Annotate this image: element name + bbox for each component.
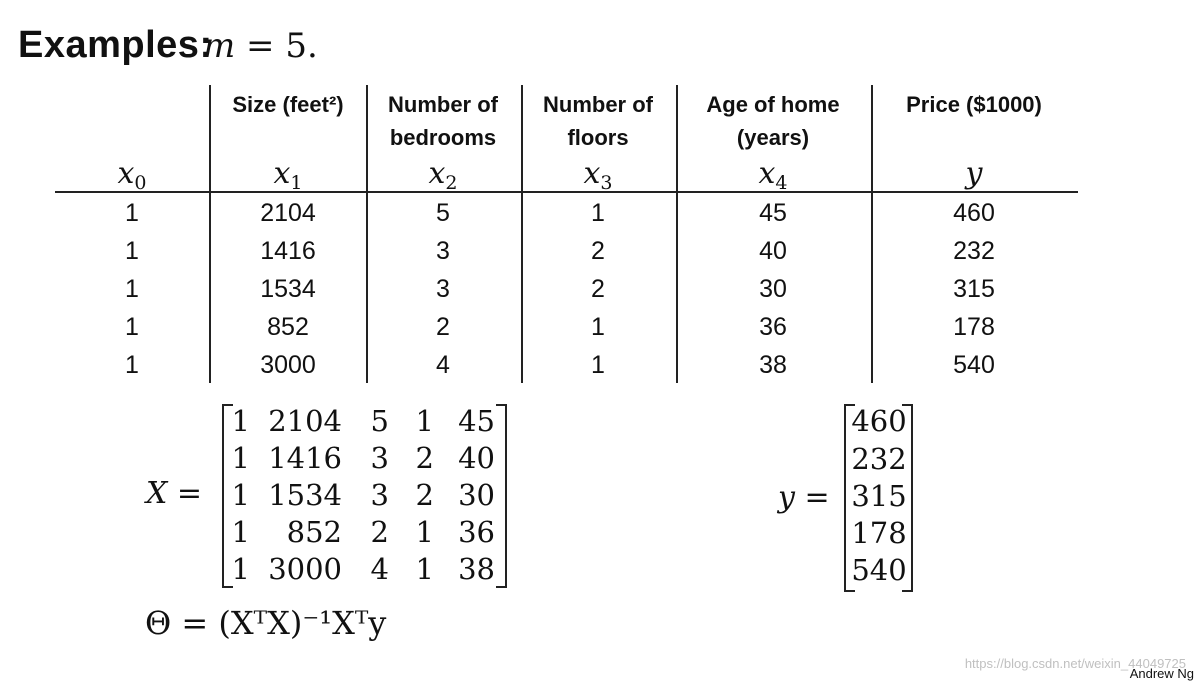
column-variable [393, 156, 493, 194]
table-cell: 3 [436, 237, 450, 265]
table-cell: 1 [591, 313, 605, 341]
matrix-x-entry: 30 [458, 478, 495, 512]
vector-y-entry: 460 [851, 404, 907, 438]
matrix-x-entry: 45 [458, 404, 495, 438]
m-variable: m [203, 26, 236, 66]
table-cell: 1534 [260, 275, 316, 303]
variable-symbol: y [965, 156, 983, 191]
table-cell: 1 [125, 313, 139, 341]
matrix-x-entry: 1 [415, 552, 434, 586]
normal-equation [145, 604, 386, 642]
author-credit: Andrew Ng [1129, 666, 1194, 681]
matrix-x-entry: 1 [231, 441, 250, 475]
matrix-x-entry: 2 [415, 478, 434, 512]
matrix-x-entry: 1 [231, 478, 250, 512]
m-value: = 5. [235, 26, 318, 66]
matrix-x-entry: 1534 [268, 478, 342, 512]
table-cell: 2 [591, 275, 605, 303]
table-cell: 232 [953, 237, 995, 265]
matrix-x-entry: 1 [415, 515, 434, 549]
variable-subscript: 3 [600, 172, 613, 194]
column-header: Price ($1000) [906, 92, 1042, 117]
title-formula [203, 26, 318, 66]
table-cell: 1416 [260, 237, 316, 265]
table-cell: 5 [436, 199, 450, 227]
matrix-x-entry: 1 [415, 404, 434, 438]
table-cell: 4 [436, 351, 450, 379]
matrix-x-entry: 2 [415, 441, 434, 475]
watermark-url: https://blog.csdn.net/weixin_44049725 [964, 656, 1186, 671]
variable-symbol: x [273, 156, 291, 191]
matrix-x-entry: 1 [231, 404, 250, 438]
column-variable [723, 156, 823, 194]
column-divider [209, 85, 211, 383]
vector-y-label [778, 480, 830, 515]
matrix-x-entry: 36 [458, 515, 495, 549]
table-cell: 45 [759, 199, 787, 227]
matrix-x-entry: 1 [231, 515, 250, 549]
table-cell: 1 [125, 351, 139, 379]
table-cell: 3000 [260, 351, 316, 379]
table-cell: 1 [591, 351, 605, 379]
matrix-x-entry: 40 [458, 441, 495, 475]
column-variable [82, 156, 182, 194]
vector-y-entry: 178 [851, 516, 907, 550]
y-symbol: y [778, 480, 795, 515]
variable-subscript: 2 [445, 172, 458, 194]
right-bracket [496, 404, 507, 588]
table-cell: 2 [591, 237, 605, 265]
table-cell: 40 [759, 237, 787, 265]
variable-subscript: 0 [134, 172, 147, 194]
column-divider [871, 85, 873, 383]
matrix-x-entry: 1 [231, 552, 250, 586]
vector-y-entry: 232 [851, 442, 907, 476]
table-cell: 38 [759, 351, 787, 379]
table-cell: 1 [125, 199, 139, 227]
variable-symbol: x [428, 156, 446, 191]
column-variable [238, 156, 338, 194]
table-cell: 315 [953, 275, 995, 303]
column-variable [924, 156, 1024, 194]
variable-symbol: x [117, 156, 135, 191]
table-cell: 540 [953, 351, 995, 379]
variable-symbol: x [583, 156, 601, 191]
table-cell: 36 [759, 313, 787, 341]
matrix-x-entry: 2 [370, 515, 389, 549]
variable-subscript: 4 [775, 172, 788, 194]
matrix-x-entry: 3 [370, 441, 389, 475]
matrix-x-entry: 2104 [268, 404, 342, 438]
column-header: Size (feet²) [232, 92, 344, 117]
matrix-x-entry: 3 [370, 478, 389, 512]
table-cell: 30 [759, 275, 787, 303]
equation-text: Θ = (XᵀX)⁻¹Xᵀy [145, 604, 387, 642]
column-header: Age of home (years) [706, 92, 840, 150]
matrix-x-entry: 38 [458, 552, 495, 586]
matrix-x-entry: 4 [370, 552, 389, 586]
table-cell: 3 [436, 275, 450, 303]
matrix-x-entry: 852 [286, 515, 342, 549]
matrix-x-entry: 5 [370, 404, 389, 438]
table-cell: 1 [591, 199, 605, 227]
vector-y-entry: 315 [851, 479, 907, 513]
table-cell: 852 [267, 313, 309, 341]
column-header: Number of floors [543, 92, 653, 150]
variable-subscript: 1 [290, 172, 303, 194]
matrix-x-entry: 3000 [268, 552, 342, 586]
table-cell: 2104 [260, 199, 316, 227]
x-symbol: X [146, 476, 168, 511]
table-cell: 178 [953, 313, 995, 341]
variable-symbol: x [758, 156, 776, 191]
column-header: Number of bedrooms [388, 92, 498, 150]
slide-title: Examples: [18, 24, 213, 66]
vector-y-entry: 540 [851, 553, 907, 587]
matrix-x-entry: 1416 [268, 441, 342, 475]
table-cell: 2 [436, 313, 450, 341]
table-cell: 460 [953, 199, 995, 227]
column-variable [548, 156, 648, 194]
equals-sign: = [804, 480, 830, 515]
table-cell: 1 [125, 237, 139, 265]
equals-sign: = [176, 476, 203, 511]
table-cell: 1 [125, 275, 139, 303]
